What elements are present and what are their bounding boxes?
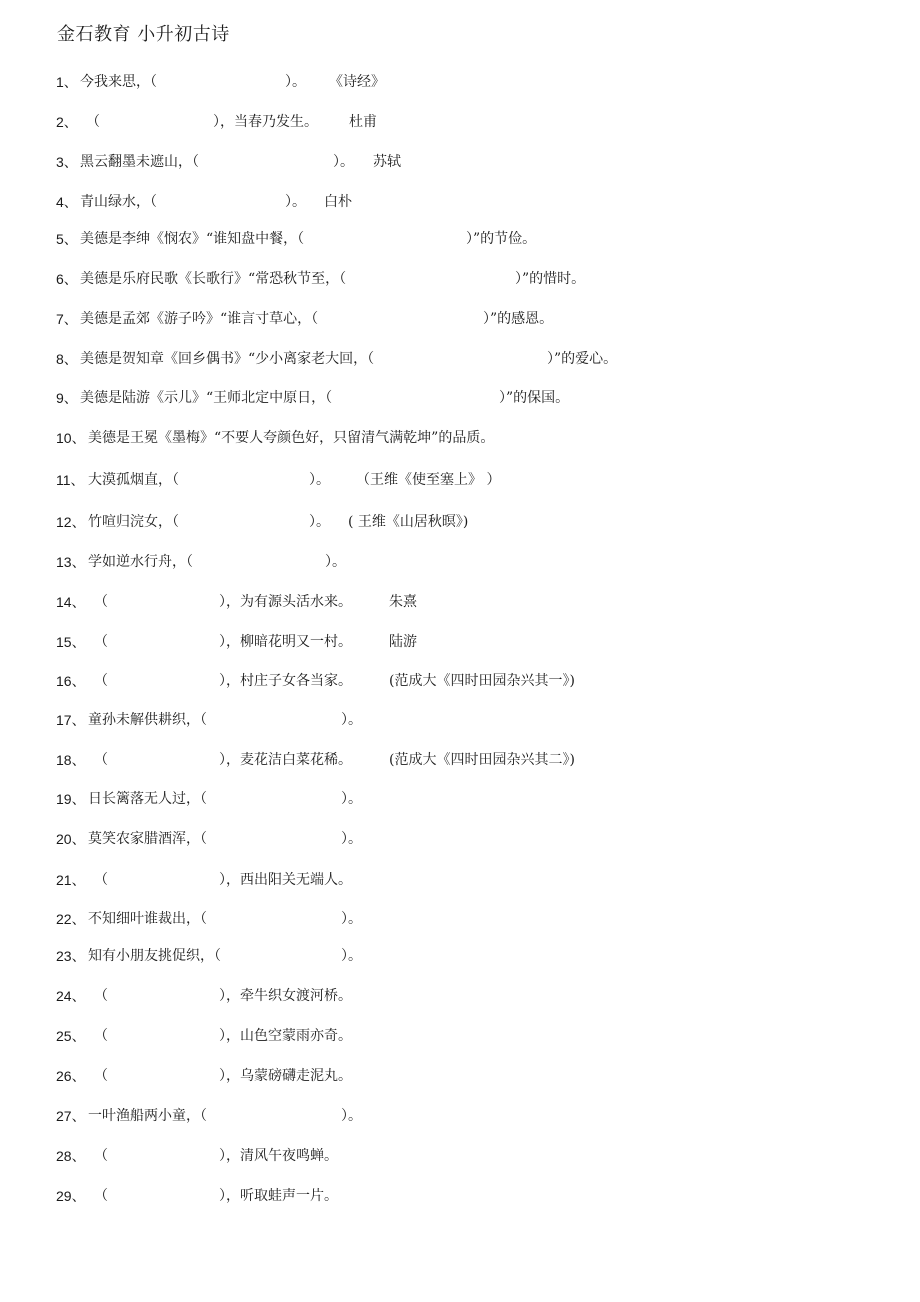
question-text-start: 美德是陆游《示儿》“王师北定中原日，（: [80, 390, 333, 406]
question-text-end: ），乌蒙磅礴走泥丸。: [219, 1068, 352, 1084]
question-number: 22、: [56, 911, 86, 927]
question-number: 14、: [56, 594, 86, 610]
question-number: 13、: [56, 554, 86, 570]
question-number: 18、: [56, 752, 86, 768]
question-text-start: 美德是王冕《墨梅》“不要人夸颜色好，只留清气满乾坤”的品质。: [88, 430, 495, 446]
question-text-end: ）”的感恩。: [483, 311, 554, 327]
question-number: 28、: [56, 1148, 86, 1164]
source-attribution: (范成大《四时田园杂兴其二》): [389, 752, 575, 768]
question-text-start: 黑云翻墨未遮山，（: [80, 154, 199, 170]
source-attribution: 白朴: [324, 194, 352, 210]
question-text-end: ），西出阳关无端人。: [219, 872, 352, 888]
question-number: 11、: [56, 472, 85, 488]
question-number: 27、: [56, 1108, 86, 1124]
question-number: 8、: [56, 351, 78, 367]
question-text-end: ）。: [309, 514, 330, 530]
question-text-end: ）”的保国。: [499, 390, 570, 406]
question-text-start: 竹喧归浣女，（: [88, 514, 179, 530]
question-text-end: ）。: [309, 472, 330, 488]
question-text-end: ）。: [333, 154, 354, 170]
question-text-end: ）。: [285, 74, 306, 90]
source-attribution: （王维《使至塞上》 ）: [356, 472, 501, 488]
question-text-end: ）。: [341, 1108, 362, 1124]
question-number: 3、: [56, 154, 78, 170]
question-text-end: ）。: [341, 831, 362, 847]
question-text-end: ），麦花洁白菜花稀。: [219, 752, 352, 768]
question-text-end: ），当春乃发生。: [213, 114, 318, 130]
question-text-start: 美德是贺知章《回乡偶书》“少小离家老大回，（: [80, 351, 375, 367]
question-text-end: ）”的爱心。: [547, 351, 618, 367]
question-text-start: 美德是孟郊《游子吟》“谁言寸草心，（: [80, 311, 319, 327]
question-number: 29、: [56, 1188, 86, 1204]
question-number: 26、: [56, 1068, 86, 1084]
question-text-start: 不知细叶谁裁出，（: [88, 911, 207, 927]
question-text-start: 青山绿水，（: [80, 194, 157, 210]
source-attribution: 《诗经》: [329, 74, 385, 90]
question-number: 2、: [56, 114, 78, 130]
question-number: 15、: [56, 634, 86, 650]
question-number: 10、: [56, 430, 86, 446]
source-attribution: (范成大《四时田园杂兴其一》): [389, 673, 575, 689]
question-number: 24、: [56, 988, 86, 1004]
question-text-end: ）。: [285, 194, 306, 210]
question-text-end: ）。: [341, 948, 362, 964]
question-text-end: ）。: [341, 791, 362, 807]
question-text-start: （: [94, 1148, 108, 1164]
question-text-end: ），柳暗花明又一村。: [219, 634, 352, 650]
question-text-end: ），牵牛织女渡河桥。: [219, 988, 352, 1004]
question-text-end: ）”的惜时。: [515, 271, 586, 287]
question-number: 20、: [56, 831, 86, 847]
source-attribution: 朱熹: [389, 594, 417, 610]
question-text-start: （: [94, 1188, 108, 1204]
question-number: 16、: [56, 673, 86, 689]
question-text-start: （: [94, 752, 108, 768]
source-attribution: ( 王维《山居秋暝》): [348, 514, 469, 530]
source-attribution: 苏轼: [373, 154, 401, 170]
question-text-end: ）。: [325, 554, 346, 570]
question-number: 23、: [56, 948, 86, 964]
question-number: 19、: [56, 791, 86, 807]
question-text-start: 童孙未解供耕织，（: [88, 712, 207, 728]
question-text-end: ），为有源头活水来。: [219, 594, 352, 610]
question-text-start: 学如逆水行舟，（: [88, 554, 193, 570]
question-number: 25、: [56, 1028, 86, 1044]
page-title: 金石教育 小升初古诗: [57, 24, 230, 45]
question-text-end: ）。: [341, 911, 362, 927]
question-text-start: （: [94, 673, 108, 689]
source-attribution: 杜甫: [349, 114, 377, 130]
question-text-start: （: [94, 1068, 108, 1084]
question-number: 6、: [56, 271, 78, 287]
question-text-start: 莫笑农家腊酒浑，（: [88, 831, 207, 847]
question-text-start: 美德是李绅《悯农》“谁知盘中餐，（: [80, 231, 305, 247]
question-number: 17、: [56, 712, 86, 728]
question-number: 9、: [56, 390, 78, 406]
question-text-start: （: [94, 594, 108, 610]
source-attribution: 陆游: [389, 634, 417, 650]
question-text-start: 一叶渔船两小童，（: [88, 1108, 207, 1124]
question-text-start: （: [86, 114, 100, 130]
question-number: 7、: [56, 311, 78, 327]
question-text-end: ），山色空蒙雨亦奇。: [219, 1028, 352, 1044]
question-number: 21、: [56, 872, 86, 888]
question-number: 5、: [56, 231, 78, 247]
question-text-start: 美德是乐府民歌《长歌行》“常恐秋节至，（: [80, 271, 347, 287]
question-text-end: ），听取蛙声一片。: [219, 1188, 338, 1204]
question-text-start: （: [94, 1028, 108, 1044]
question-text-start: （: [94, 634, 108, 650]
question-text-start: 日长篱落无人过，（: [88, 791, 207, 807]
question-text-start: （: [94, 872, 108, 888]
question-text-start: 大漠孤烟直，（: [88, 472, 179, 488]
question-text-end: ）”的节俭。: [466, 231, 537, 247]
question-text-end: ），村庄子女各当家。: [219, 673, 352, 689]
question-text-start: （: [94, 988, 108, 1004]
question-number: 1、: [56, 74, 78, 90]
question-text-start: 知有小朋友挑促织，（: [88, 948, 221, 964]
question-text-start: 今我来思，（: [80, 74, 157, 90]
question-text-end: ），清风午夜鸣蝉。: [219, 1148, 338, 1164]
question-number: 12、: [56, 514, 86, 530]
question-number: 4、: [56, 194, 78, 210]
question-text-end: ）。: [341, 712, 362, 728]
